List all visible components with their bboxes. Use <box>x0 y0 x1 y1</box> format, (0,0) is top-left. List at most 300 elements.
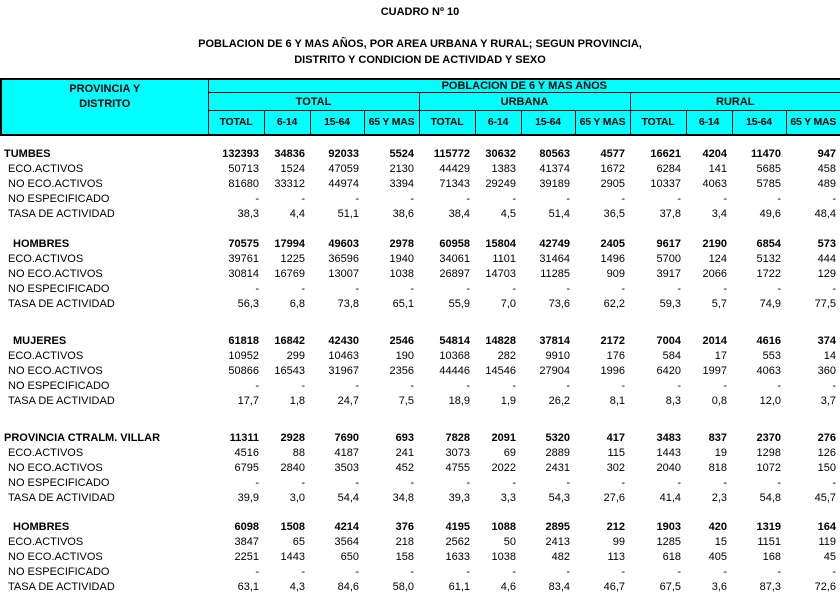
cell-value: 3917 <box>656 267 681 280</box>
cell-value: 5685 <box>756 162 781 175</box>
row-label: ECO.ACTIVOS <box>8 535 84 548</box>
page-subtitle <box>0 36 840 68</box>
cell-value: 42749 <box>539 237 570 250</box>
spacer-row <box>0 408 840 430</box>
cell-value: 10463 <box>328 349 359 362</box>
cell-value: 1,9 <box>500 394 516 407</box>
cell-value: - <box>566 282 570 295</box>
cell-value: 1319 <box>756 520 781 533</box>
row-label: NO ECO.ACTIVOS <box>8 461 103 474</box>
cell-value: 360 <box>817 364 836 377</box>
cell-value: - <box>301 379 305 392</box>
cell-value: 444 <box>817 252 836 265</box>
cell-value: 50 <box>503 535 516 548</box>
cell-value: 56,3 <box>237 297 259 310</box>
cell-value: 1903 <box>656 520 681 533</box>
cell-value: 1072 <box>756 461 781 474</box>
cell-value: 88 <box>292 446 305 459</box>
poblacion-header: POBLACION DE 6 Y MAS AÑOS <box>208 79 840 93</box>
cell-value: 39761 <box>228 252 259 265</box>
cell-value: 618 <box>662 550 681 563</box>
cell-value: - <box>466 379 470 392</box>
cell-value: 3073 <box>445 446 470 459</box>
cell-value: 50713 <box>228 162 259 175</box>
cell-value: 15804 <box>485 237 516 250</box>
cell-value: 2014 <box>702 334 727 347</box>
cell-value: 1,8 <box>289 394 305 407</box>
cell-value: - <box>466 192 470 205</box>
subcol-header-6-14: 6-14 <box>475 111 521 135</box>
cell-value: 126 <box>817 446 836 459</box>
cell-value: 115 <box>607 446 625 459</box>
cell-value: 1088 <box>491 520 516 533</box>
provincia-distrito-header <box>1 79 208 135</box>
cell-value: 573 <box>817 237 836 250</box>
cell-value: 4,6 <box>500 580 516 593</box>
table-header <box>0 78 840 136</box>
cell-value: 650 <box>340 550 359 563</box>
cell-value: - <box>512 192 516 205</box>
cell-value: 2905 <box>600 177 625 190</box>
data-table <box>0 146 840 594</box>
row-label: PROVINCIA CTRALM. VILLAR <box>4 431 161 444</box>
cell-value: 4577 <box>600 147 625 160</box>
cell-value: 14828 <box>485 334 516 347</box>
cell-value: 45,7 <box>814 491 836 504</box>
cell-value: - <box>832 565 836 578</box>
cell-value: 4,3 <box>289 580 305 593</box>
cell-value: 1997 <box>702 364 727 377</box>
cell-value: 4616 <box>756 334 781 347</box>
table-row <box>0 460 840 475</box>
table-row <box>0 393 840 408</box>
cell-value: 77,5 <box>814 297 836 310</box>
cell-value: 44974 <box>328 177 359 190</box>
subcol-header-65-y-mas: 65 Y MAS <box>786 111 840 135</box>
cell-value: 1038 <box>389 267 414 280</box>
cell-value: 16621 <box>650 147 681 160</box>
cell-value: 46,7 <box>603 580 625 593</box>
cell-value: 17994 <box>274 237 305 250</box>
cell-value: 2562 <box>445 535 470 548</box>
cell-value: 693 <box>395 431 414 444</box>
cell-value: 36596 <box>328 252 359 265</box>
cell-value: 2022 <box>491 461 516 474</box>
cell-value: - <box>621 565 625 578</box>
cell-value: 7,5 <box>398 394 414 407</box>
group-header-urbana: URBANA <box>419 93 630 111</box>
cell-value: 24,7 <box>337 394 359 407</box>
cell-value: 2895 <box>545 520 570 533</box>
cell-value: 7690 <box>334 431 359 444</box>
cell-value: 584 <box>662 349 681 362</box>
cell-value: 2413 <box>545 535 570 548</box>
cell-value: 909 <box>606 267 625 280</box>
cell-value: 4755 <box>445 461 470 474</box>
cell-value: 69 <box>503 446 516 459</box>
table-row <box>0 176 840 191</box>
cell-value: 5700 <box>656 252 681 265</box>
cell-value: 3,7 <box>820 394 836 407</box>
cell-value: 1940 <box>389 252 414 265</box>
cell-value: - <box>466 282 470 295</box>
cell-value: - <box>677 282 681 295</box>
cell-value: 115772 <box>433 147 470 160</box>
cell-value: 3,3 <box>500 491 516 504</box>
cell-value: 405 <box>708 550 727 563</box>
cell-value: 489 <box>817 177 836 190</box>
cell-value: 5132 <box>756 252 781 265</box>
data-table-body <box>0 146 840 594</box>
group-header-rural: RURAL <box>630 93 840 111</box>
cell-value: 70575 <box>228 237 259 250</box>
cell-value: 5320 <box>545 431 570 444</box>
subcol-header-15-64: 15-64 <box>310 111 364 135</box>
cell-value: 129 <box>817 267 836 280</box>
cell-value: 54,3 <box>548 491 570 504</box>
spacer-row <box>0 505 840 519</box>
cell-value: 417 <box>606 431 625 444</box>
cell-value: 4063 <box>756 364 781 377</box>
row-label: TASA DE ACTIVIDAD <box>8 491 115 504</box>
table-row <box>0 161 840 176</box>
cell-value: 6284 <box>656 162 681 175</box>
cell-value: 74,9 <box>759 297 781 310</box>
cell-value: 5524 <box>389 147 414 160</box>
cell-value: 241 <box>395 446 414 459</box>
cell-value: 7004 <box>656 334 681 347</box>
cell-value: - <box>355 476 359 489</box>
cell-value: 11311 <box>229 431 259 444</box>
cell-value: 1101 <box>492 252 516 265</box>
row-label: HOMBRES <box>13 520 70 533</box>
cell-value: 16543 <box>274 364 305 377</box>
cell-value: 4187 <box>334 446 359 459</box>
subtitle-line-2: DISTRITO Y CONDICION DE ACTIVIDAD Y SEXO <box>294 54 546 66</box>
cell-value: 19 <box>714 446 727 459</box>
cell-value: 38,6 <box>392 207 414 220</box>
cell-value: 11285 <box>540 267 570 280</box>
cell-value: - <box>677 379 681 392</box>
cell-value: 2370 <box>756 431 781 444</box>
cell-value: 48,4 <box>814 207 836 220</box>
cell-value: 61818 <box>228 334 259 347</box>
cell-value: - <box>723 379 727 392</box>
cell-value: 73,6 <box>548 297 570 310</box>
cell-value: 51,1 <box>337 207 359 220</box>
cell-value: 26,2 <box>548 394 570 407</box>
cell-value: 1996 <box>600 364 625 377</box>
cell-value: 14703 <box>485 267 516 280</box>
cell-value: 51,4 <box>548 207 570 220</box>
cell-value: 2066 <box>702 267 727 280</box>
table-row <box>0 236 840 251</box>
cell-value: 72,6 <box>814 580 836 593</box>
cell-value: - <box>255 476 259 489</box>
cell-value: 158 <box>395 550 414 563</box>
cell-value: 39,9 <box>237 491 259 504</box>
cell-value: 4204 <box>702 147 727 160</box>
cell-value: 67,5 <box>659 580 681 593</box>
cell-value: 11470 <box>751 147 781 160</box>
row-label: TASA DE ACTIVIDAD <box>8 207 115 220</box>
cell-value: 4214 <box>334 520 359 533</box>
cell-value: 4516 <box>234 446 259 459</box>
cell-value: 420 <box>708 520 727 533</box>
cell-value: 2190 <box>702 237 727 250</box>
spacer-row <box>0 221 840 236</box>
cell-value: - <box>512 476 516 489</box>
cell-value: - <box>832 476 836 489</box>
cell-value: 60958 <box>439 237 470 250</box>
table-row <box>0 490 840 505</box>
cell-value: - <box>255 282 259 295</box>
cell-value: 3503 <box>334 461 359 474</box>
cell-value: 4,4 <box>289 207 305 220</box>
table-row <box>0 191 840 206</box>
cell-value: 1383 <box>491 162 516 175</box>
cell-value: 42430 <box>328 334 359 347</box>
subtitle-line-1: POBLACION DE 6 Y MAS AÑOS, POR AREA URBANA Y RURAL; SEGUN PROVINCIA, <box>198 38 642 50</box>
cell-value: 119 <box>818 535 836 548</box>
cell-value: 49603 <box>328 237 359 250</box>
row-label: TASA DE ACTIVIDAD <box>8 297 115 310</box>
cell-value: - <box>355 192 359 205</box>
cell-value: - <box>723 282 727 295</box>
cell-value: 17,7 <box>237 394 259 407</box>
cell-value: 176 <box>606 349 625 362</box>
cell-value: 59,3 <box>659 297 681 310</box>
table-row <box>0 378 840 393</box>
cell-value: 49,6 <box>759 207 781 220</box>
row-label: NO ECO.ACTIVOS <box>8 267 103 280</box>
cell-value: 374 <box>817 334 836 347</box>
cell-value: 1225 <box>280 252 305 265</box>
table-row <box>0 475 840 490</box>
cell-value: - <box>723 476 727 489</box>
cell-value: 3564 <box>334 535 359 548</box>
table-row <box>0 564 840 579</box>
cell-value: 37,8 <box>659 207 681 220</box>
subcol-header-15-64: 15-64 <box>521 111 575 135</box>
row-label: NO ESPECIFICADO <box>8 282 110 295</box>
cell-value: 26897 <box>439 267 470 280</box>
table-row <box>0 519 840 534</box>
cell-value: 150 <box>817 461 836 474</box>
row-label: NO ECO.ACTIVOS <box>8 364 103 377</box>
cell-value: 141 <box>708 162 727 175</box>
cell-value: 6420 <box>656 364 681 377</box>
cell-value: 44446 <box>439 364 470 377</box>
cell-value: 276 <box>817 431 836 444</box>
cell-value: 132393 <box>222 147 259 160</box>
cell-value: 164 <box>817 520 836 533</box>
cell-value: 13007 <box>328 267 359 280</box>
provincia-header-line-1: PROVINCIA Y <box>69 83 141 95</box>
cell-value: 8,3 <box>665 394 681 407</box>
table-row <box>0 348 840 363</box>
cell-value: 12,0 <box>759 394 781 407</box>
table-row <box>0 146 840 161</box>
cell-value: 50866 <box>228 364 259 377</box>
cell-value: 10337 <box>650 177 681 190</box>
cell-value: 65 <box>292 535 305 548</box>
cell-value: - <box>677 192 681 205</box>
cell-value: 10368 <box>439 349 470 362</box>
cell-value: - <box>677 476 681 489</box>
cell-value: - <box>777 282 781 295</box>
cell-value: 2889 <box>545 446 570 459</box>
cell-value: 1298 <box>756 446 781 459</box>
subcol-header-65-y-mas: 65 Y MAS <box>364 111 419 135</box>
subcol-header-6-14: 6-14 <box>264 111 310 135</box>
cell-value: 9910 <box>545 349 570 362</box>
cell-value: 18,9 <box>448 394 470 407</box>
cell-value: 124 <box>708 252 727 265</box>
cell-value: - <box>301 192 305 205</box>
cell-value: - <box>566 565 570 578</box>
cell-value: 218 <box>395 535 414 548</box>
cell-value: 4195 <box>445 520 470 533</box>
cell-value: - <box>512 379 516 392</box>
cell-value: 3483 <box>656 431 681 444</box>
cell-value: 81680 <box>228 177 259 190</box>
cell-value: 58,0 <box>392 580 414 593</box>
cell-value: - <box>355 379 359 392</box>
cell-value: 947 <box>817 147 836 160</box>
cell-value: 27904 <box>539 364 570 377</box>
cell-value: 34836 <box>274 147 305 160</box>
cell-value: 482 <box>551 550 570 563</box>
cell-value: - <box>301 282 305 295</box>
cell-value: - <box>832 192 836 205</box>
cell-value: 2431 <box>545 461 570 474</box>
cell-value: 6795 <box>234 461 259 474</box>
cell-value: 30814 <box>228 267 259 280</box>
table-row <box>0 430 840 445</box>
cell-value: 113 <box>607 550 625 563</box>
cell-value: 1443 <box>280 550 305 563</box>
row-label: ECO.ACTIVOS <box>8 162 84 175</box>
subcol-header-65-y-mas: 65 Y MAS <box>575 111 630 135</box>
subcol-header-total: TOTAL <box>630 111 686 135</box>
cell-value: 37814 <box>539 334 570 347</box>
cell-value: 190 <box>395 349 414 362</box>
table-row <box>0 281 840 296</box>
cell-value: 1443 <box>656 446 681 459</box>
cell-value: 55,9 <box>448 297 470 310</box>
row-label: MUJERES <box>13 334 67 347</box>
cell-value: - <box>677 565 681 578</box>
cell-value: 1672 <box>600 162 625 175</box>
cell-value: 1151 <box>757 535 781 548</box>
cell-value: 17 <box>714 349 727 362</box>
cell-value: - <box>301 565 305 578</box>
cell-value: 9617 <box>656 237 681 250</box>
cell-value: 63,1 <box>237 580 259 593</box>
cell-value: - <box>621 282 625 295</box>
row-label: NO ESPECIFICADO <box>8 565 110 578</box>
cell-value: 1285 <box>656 535 681 548</box>
cell-value: 376 <box>395 520 414 533</box>
cell-value: - <box>832 282 836 295</box>
cell-value: 41,4 <box>659 491 681 504</box>
cell-value: 34061 <box>439 252 470 265</box>
cell-value: 5,7 <box>711 297 727 310</box>
cell-value: 1524 <box>280 162 305 175</box>
cell-value: 2405 <box>600 237 625 250</box>
cell-value: 31464 <box>539 252 570 265</box>
cell-value: 4063 <box>702 177 727 190</box>
row-label: NO ESPECIFICADO <box>8 476 110 489</box>
cell-value: - <box>621 379 625 392</box>
table-row <box>0 266 840 281</box>
cell-value: 15 <box>714 535 727 548</box>
cell-value: 34,8 <box>392 491 414 504</box>
cell-value: 84,6 <box>337 580 359 593</box>
cell-value: 7828 <box>445 431 470 444</box>
cell-value: - <box>777 476 781 489</box>
cell-value: 1722 <box>756 267 781 280</box>
cell-value: - <box>255 565 259 578</box>
cell-value: 3,0 <box>289 491 305 504</box>
cell-value: 10952 <box>228 349 259 362</box>
cell-value: - <box>410 476 414 489</box>
cell-value: 54,8 <box>759 491 781 504</box>
spacer-row <box>0 311 840 333</box>
cell-value: 39189 <box>539 177 570 190</box>
cell-value: 36,5 <box>603 207 625 220</box>
cell-value: 61,1 <box>448 580 470 593</box>
table-row <box>0 251 840 266</box>
cell-value: 3847 <box>234 535 259 548</box>
row-label: NO ECO.ACTIVOS <box>8 177 103 190</box>
subcol-header-15-64: 15-64 <box>732 111 786 135</box>
cell-value: 65,1 <box>392 297 414 310</box>
cell-value: 73,8 <box>337 297 359 310</box>
cell-value: - <box>512 282 516 295</box>
cell-value: 62,2 <box>603 297 625 310</box>
row-label: TASA DE ACTIVIDAD <box>8 580 115 593</box>
cell-value: - <box>355 565 359 578</box>
cell-value: - <box>410 379 414 392</box>
cell-value: 2091 <box>491 431 516 444</box>
subcol-header-total: TOTAL <box>208 111 264 135</box>
cell-value: 92033 <box>328 147 359 160</box>
row-label: NO ECO.ACTIVOS <box>8 550 103 563</box>
cell-value: - <box>832 379 836 392</box>
cell-value: 54,4 <box>337 491 359 504</box>
cell-value: 54814 <box>439 334 470 347</box>
cell-value: 837 <box>708 431 727 444</box>
cell-value: 212 <box>606 520 625 533</box>
cell-value: 33312 <box>274 177 305 190</box>
cell-value: 1496 <box>600 252 625 265</box>
cell-value: 1508 <box>280 520 305 533</box>
cell-value: 71343 <box>439 177 470 190</box>
cell-value: - <box>777 565 781 578</box>
cell-value: 1633 <box>445 550 470 563</box>
cell-value: - <box>512 565 516 578</box>
cell-value: - <box>621 192 625 205</box>
cell-value: 2840 <box>280 461 305 474</box>
cell-value: 3,4 <box>711 207 727 220</box>
cell-value: 5785 <box>756 177 781 190</box>
cell-value: 29249 <box>485 177 516 190</box>
cell-value: 452 <box>395 461 414 474</box>
cell-value: 87,3 <box>759 580 781 593</box>
cell-value: 6854 <box>756 237 781 250</box>
